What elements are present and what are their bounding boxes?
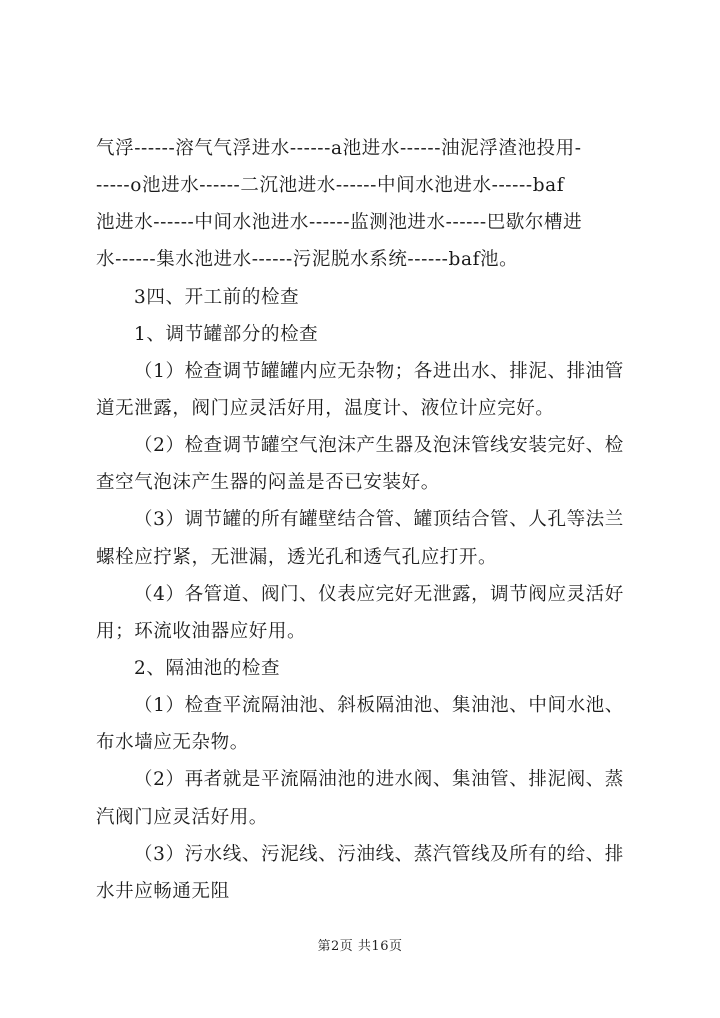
subsection-heading-2: 2、隔油池的检查 <box>134 658 281 679</box>
text-line-8: 道无泄露，阀门应灵活好用，温度计、液位计应完好。 <box>96 398 555 419</box>
text-line-4: 水------集水池进水------污泥脱水系统------baf池。 <box>96 249 519 270</box>
text-line-13: （4）各管道、阀门、仪表应完好无泄露，调节阀应灵活好 <box>134 584 624 605</box>
text-line-10: 查空气泡沫产生器的闷盖是否已安装好。 <box>96 472 440 493</box>
text-line-14: 用；环流收油器应好用。 <box>96 621 307 642</box>
text-line-17: 布水墙应无杂物。 <box>96 732 249 753</box>
page-number-footer: 第2页 共16页 <box>317 939 403 954</box>
text-line-18: （2）再者就是平流隔油池的进水阀、集油管、排泥阀、蒸 <box>134 769 624 790</box>
text-line-12: 螺栓应拧紧，无泄漏，透光孔和透气孔应打开。 <box>96 547 498 568</box>
text-line-21: 水井应畅通无阻 <box>96 881 230 902</box>
text-line-3: 池进水------中间水池进水------监测池进水------巴歇尔槽进 <box>96 212 583 233</box>
text-line-16: （1）检查平流隔油池、斜板隔油池、集油池、中间水池、 <box>134 695 624 716</box>
text-line-1: 气浮------溶气气浮进水------a池进水------油泥浮渣池投用- <box>96 138 582 159</box>
text-line-19: 汽阀门应灵活好用。 <box>96 807 268 828</box>
text-line-20: （3）污水线、污泥线、污油线、蒸汽管线及所有的给、排 <box>134 844 624 865</box>
text-line-11: （3）调节罐的所有罐壁结合管、罐顶结合管、人孔等法兰 <box>134 509 624 530</box>
text-line-2: -----o池进水------二沉池进水------中间水池进水------baf <box>96 175 565 196</box>
section-heading: 3四、开工前的检查 <box>134 287 300 308</box>
text-line-7: （1）检查调节罐罐内应无杂物；各进出水、排泥、排油管 <box>134 361 624 382</box>
text-line-9: （2）检查调节罐空气泡沫产生器及泡沫管线安装完好、检 <box>134 435 624 456</box>
subsection-heading-1: 1、调节罐部分的检查 <box>134 324 319 345</box>
